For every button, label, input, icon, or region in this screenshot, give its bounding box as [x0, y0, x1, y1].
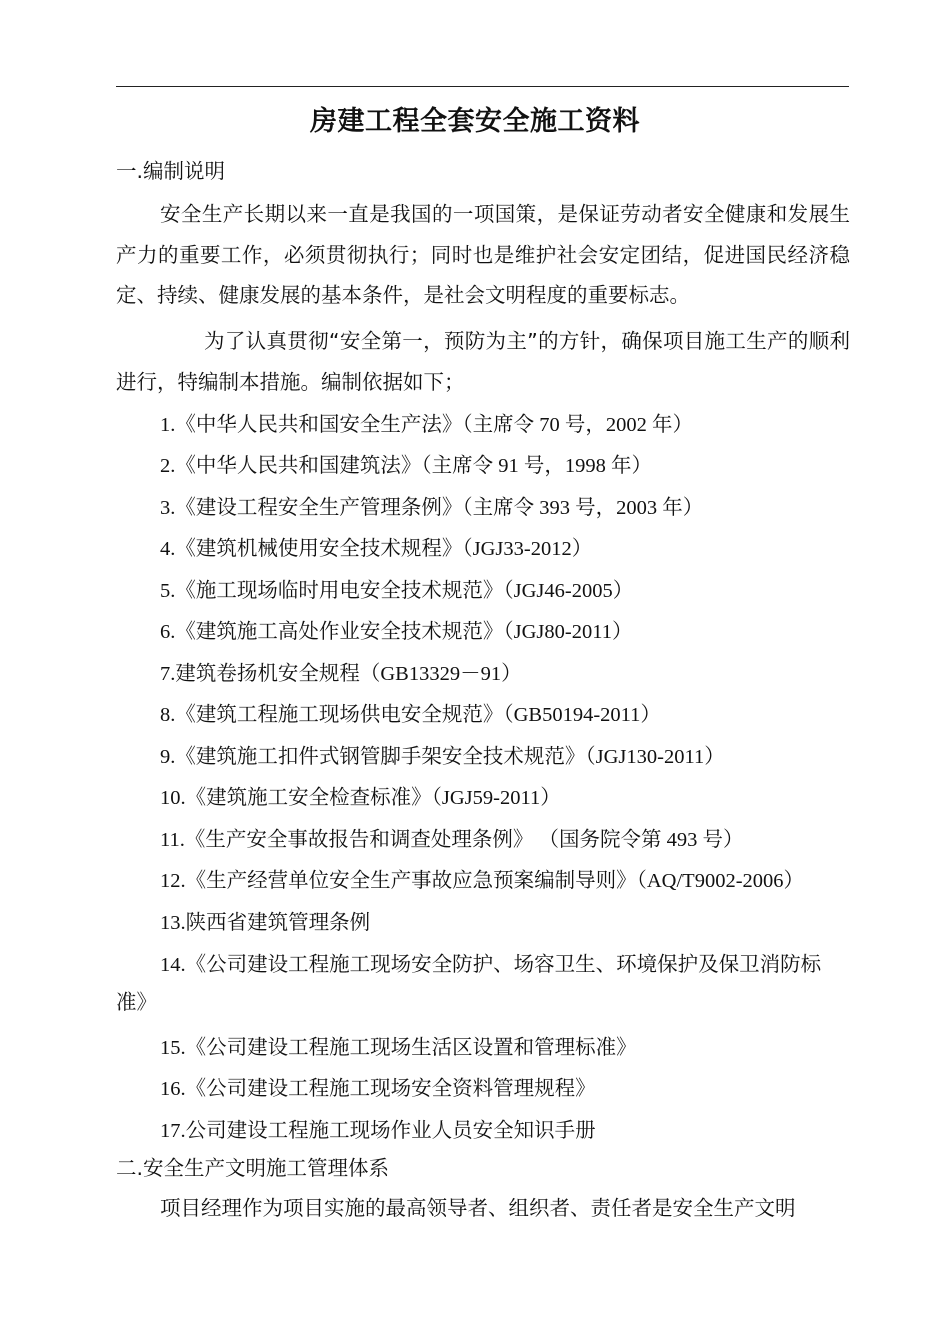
document-title: 房建工程全套安全施工资料: [310, 106, 640, 137]
reference-item-1: 1.《中华人民共和国安全生产法》（主席令 70 号，2002 年）: [160, 414, 693, 436]
section-heading-1: 一.编制说明: [116, 159, 226, 183]
reference-item-3: 3.《建设工程安全生产管理条例》（主席令 393 号，2003 年）: [160, 497, 704, 519]
paragraph-intro: 安全生产长期以来一直是我国的一项国策，是保证劳动者安全健康和发展生产力的重要工作，必须贯彻执行；同时也是维护社会安定团结，促进国民经济稳定、持续、健康发展的基本条件，是社会文明程度的重要标志。: [116, 202, 850, 307]
reference-item-5: 5.《施工现场临时用电安全技术规范》（JGJ46-2005）: [160, 580, 634, 602]
reference-item-11: 11.《生产安全事故报告和调查处理条例》 （国务院令第 493 号）: [160, 829, 744, 851]
top-rule: [116, 86, 849, 87]
reference-item-12: 12.《生产经营单位安全生产事故应急预案编制导则》（AQ/T9002-2006）: [160, 870, 805, 892]
reference-item-17: 17.公司建设工程施工现场作业人员安全知识手册: [160, 1120, 596, 1142]
reference-item-16: 16.《公司建设工程施工现场安全资料管理规程》: [160, 1078, 596, 1100]
reference-item-14: 14.《公司建设工程施工现场安全防护、场容卫生、环境保护及保卫消防标准》: [116, 954, 822, 1014]
reference-item-4: 4.《建筑机械使用安全技术规程》（JGJ33-2012）: [160, 538, 593, 560]
section-heading-2: 二.安全生产文明施工管理体系: [116, 1156, 390, 1180]
reference-item-9: 9.《建筑施工扣件式钢管脚手架安全技术规范》（JGJ130-2011）: [160, 746, 725, 768]
reference-item-7: 7.建筑卷扬机安全规程（GB13329－91）: [160, 663, 522, 685]
reference-item-6: 6.《建筑施工高处作业安全技术规范》（JGJ80-2011）: [160, 621, 633, 643]
reference-item-8: 8.《建筑工程施工现场供电安全规范》（GB50194-2011）: [160, 704, 661, 726]
paragraph-management: 项目经理作为项目实施的最高领导者、组织者、责任者是安全生产文明: [160, 1196, 796, 1220]
reference-item-15: 15.《公司建设工程施工现场生活区设置和管理标准》: [160, 1037, 637, 1059]
reference-item-13: 13.陕西省建筑管理条例: [160, 912, 371, 934]
paragraph-purpose: 为了认真贯彻“安全第一，预防为主”的方针，确保项目施工生产的顺利进行，特编制本措施。编制依据如下；: [116, 329, 850, 394]
reference-item-2: 2.《中华人民共和国建筑法》（主席令 91 号，1998 年）: [160, 455, 652, 477]
reference-item-10: 10.《建筑施工安全检查标准》（JGJ59-2011）: [160, 787, 561, 809]
